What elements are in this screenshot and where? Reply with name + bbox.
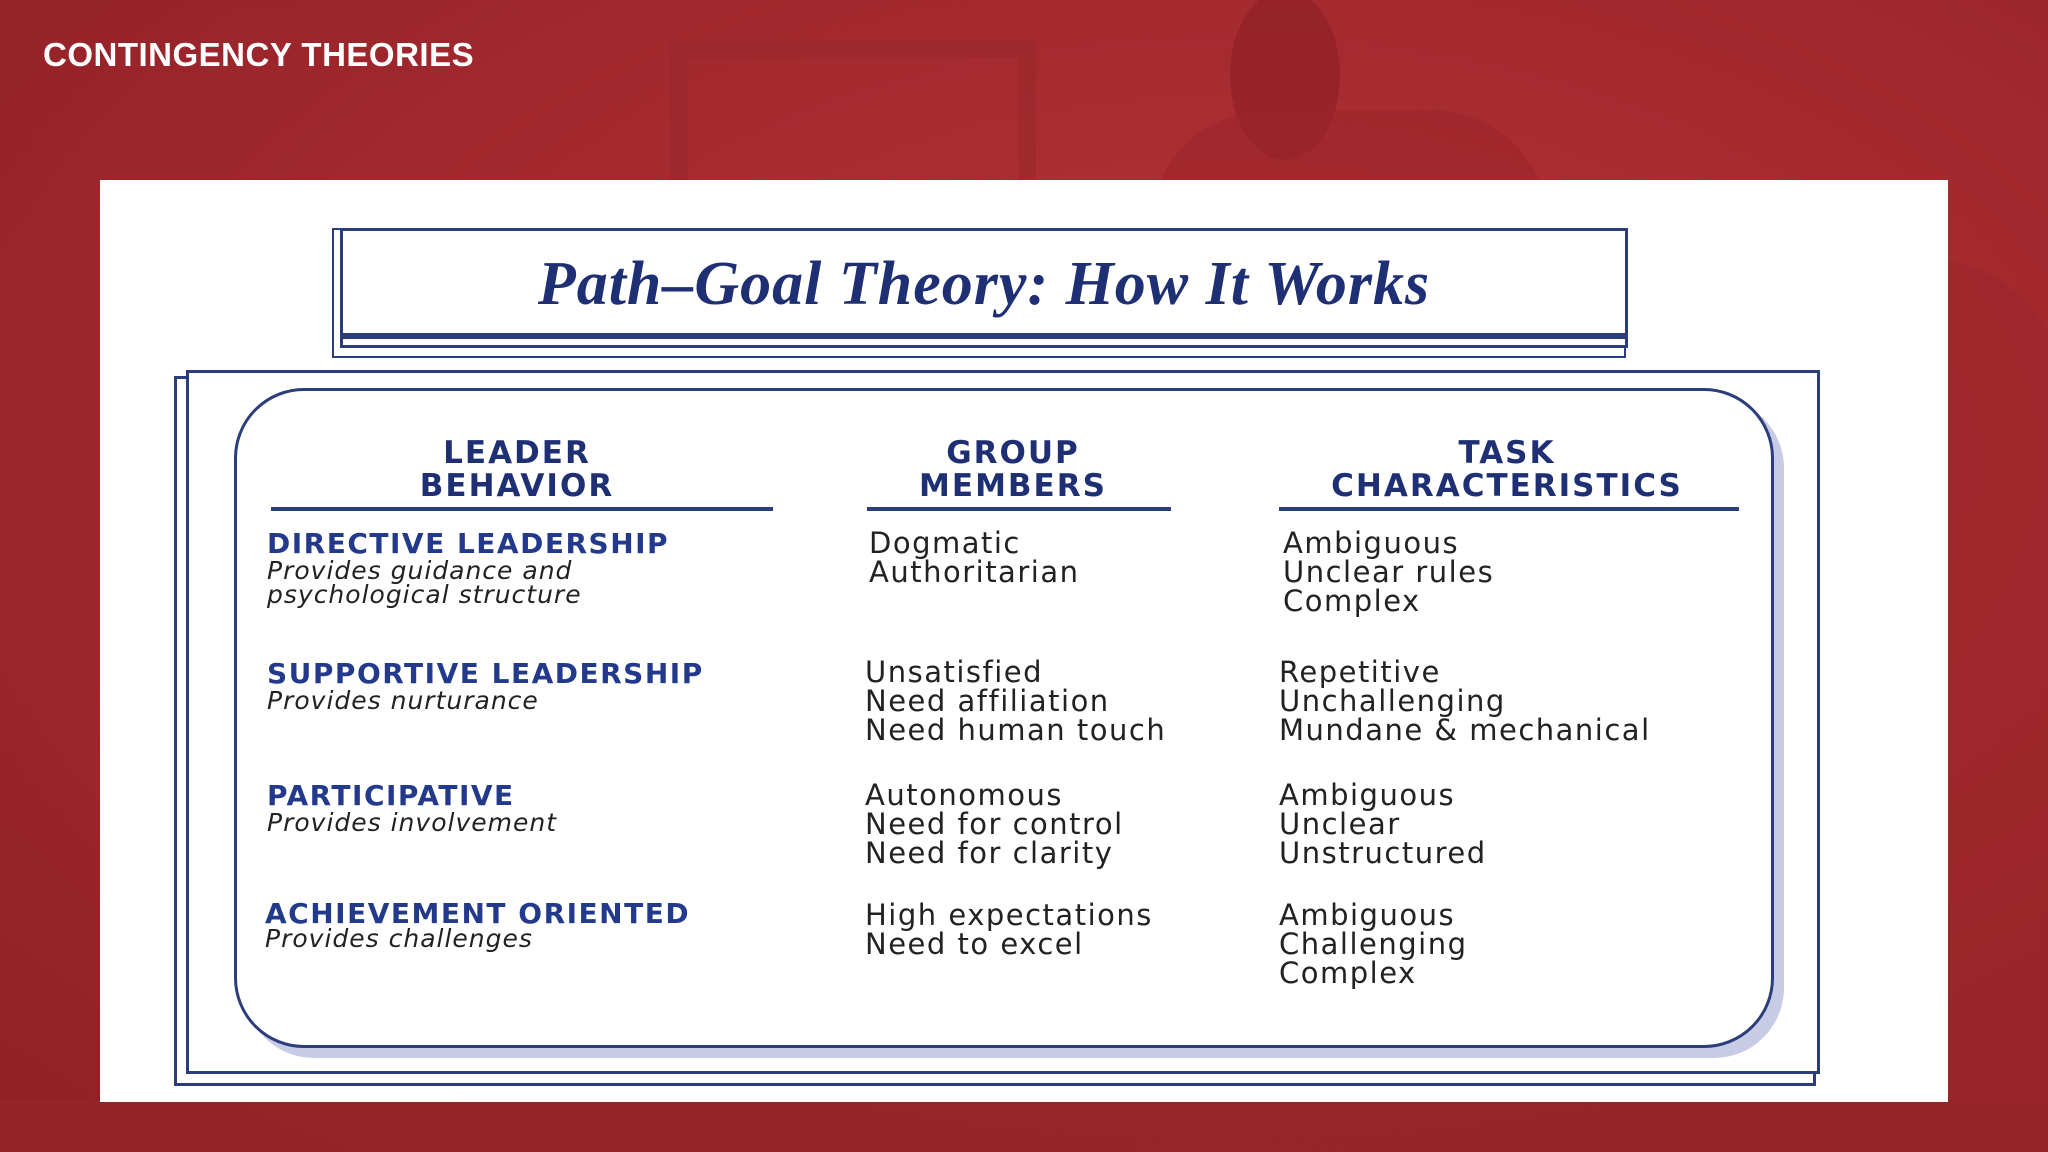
description-line: Provides guidance and: [267, 556, 573, 585]
leader-behavior-description: [267, 686, 539, 715]
column-header-task-characteristics: [1277, 437, 1737, 503]
cell-line: Unsatisfied: [865, 655, 1044, 689]
figure-title: Path–Goal Theory: How It Works: [537, 250, 1431, 318]
leader-behavior-name: ACHIEVEMENT ORIENTED: [265, 897, 691, 930]
task-characteristics-cell: [1279, 778, 1487, 870]
cell-line: Need affiliation: [865, 684, 1110, 718]
group-members-cell: [865, 778, 1124, 870]
leader-behavior-description: [267, 556, 582, 609]
leader-behavior-description: [265, 924, 533, 953]
task-characteristics-cell: [1283, 526, 1495, 618]
cell-line: Ambiguous: [1279, 898, 1456, 932]
column-header-line: BEHAVIOR: [419, 468, 615, 504]
cell-line: Repetitive: [1279, 655, 1441, 689]
cell-line: Complex: [1279, 956, 1417, 990]
cell-line: Need for control: [865, 807, 1124, 841]
cell-line: Need for clarity: [865, 836, 1114, 870]
cell-line: Need human touch: [865, 713, 1167, 747]
description-line: Provides challenges: [265, 924, 533, 953]
group-members-cell: [865, 655, 1167, 747]
background-bottom-band: [0, 1100, 2048, 1152]
cell-line: Unclear rules: [1283, 555, 1495, 589]
cell-line: Ambiguous: [1279, 778, 1456, 812]
column-header-line: GROUP: [946, 435, 1080, 471]
cell-line: Unchallenging: [1279, 684, 1506, 718]
column-header-line: LEADER: [443, 435, 591, 471]
column-rule-group: [867, 507, 1171, 511]
cell-line: Unstructured: [1279, 836, 1487, 870]
column-header-leader-behavior: [265, 437, 769, 503]
description-line: Provides nurturance: [267, 686, 539, 715]
leader-behavior-name: SUPPORTIVE LEADERSHIP: [267, 657, 704, 690]
figure-title-box: [340, 228, 1628, 348]
group-members-cell: [865, 898, 1153, 961]
column-header-line: MEMBERS: [919, 468, 1107, 504]
column-rule-leader: [271, 507, 773, 511]
leader-behavior-name: DIRECTIVE LEADERSHIP: [267, 527, 670, 560]
cell-line: Challenging: [1279, 927, 1468, 961]
slide-title: CONTINGENCY THEORIES: [43, 36, 475, 73]
cell-line: Complex: [1283, 584, 1421, 618]
task-characteristics-cell: [1279, 655, 1651, 747]
table-rounded-box: [234, 388, 1774, 1048]
figure-panel: [100, 180, 1948, 1102]
cell-line: Autonomous: [865, 778, 1063, 812]
cell-line: Unclear: [1279, 807, 1401, 841]
cell-line: Authoritarian: [869, 555, 1080, 589]
column-header-line: CHARACTERISTICS: [1331, 468, 1683, 504]
cell-line: Dogmatic: [869, 526, 1021, 560]
group-members-cell: [869, 526, 1080, 589]
leader-behavior-description: [267, 808, 557, 837]
task-characteristics-cell: [1279, 898, 1468, 990]
leader-behavior-name: PARTICIPATIVE: [267, 779, 515, 812]
description-line: psychological structure: [267, 580, 582, 609]
cell-line: High expectations: [865, 898, 1153, 932]
description-line: Provides involvement: [267, 808, 557, 837]
column-header-group-members: [863, 437, 1163, 503]
cell-line: Mundane & mechanical: [1279, 713, 1651, 747]
cell-line: Ambiguous: [1283, 526, 1460, 560]
cell-line: Need to excel: [865, 927, 1084, 961]
column-rule-task: [1279, 507, 1739, 511]
column-header-line: TASK: [1458, 435, 1556, 471]
